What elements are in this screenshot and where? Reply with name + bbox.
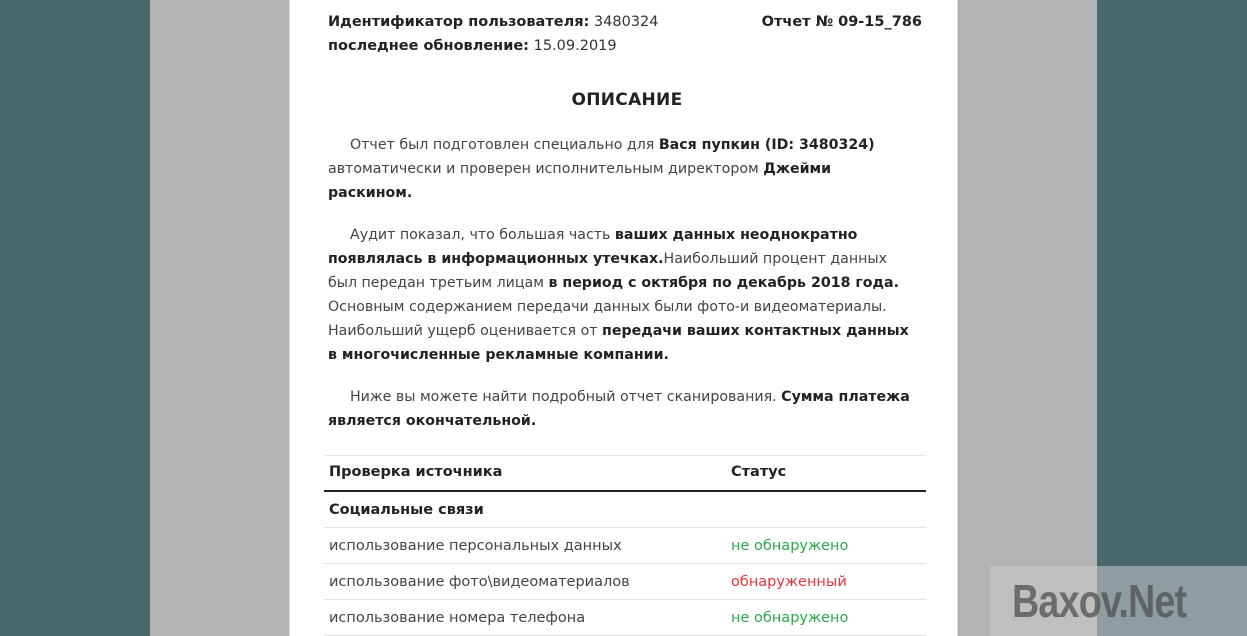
column-header-source: Проверка источника [324,456,726,492]
user-id-label: Идентификатор пользователя: [328,14,590,30]
user-id-value: 3480324 [593,14,659,30]
status-cell: не обнаружено [726,528,926,564]
updated-label: последнее обновление: [328,38,529,54]
watermark [990,566,1247,636]
emphasis: Сумма платежа является окончательной. [328,389,910,429]
paragraph-payment [328,385,920,433]
recipient-name: Вася пупкин (ID: 3480324) [658,137,875,153]
source-cell: использование номера телефона [324,600,726,636]
scan-results-table [324,455,926,636]
report-number: Отчет № 09-15_786 [761,14,922,30]
table-header-row [324,456,926,492]
emphasis: ваших данных неоднократно появлялась в информационных утечках. [328,227,858,267]
group-label: Социальные связи [324,491,926,528]
paragraph-audit [328,223,920,367]
report-content [328,0,926,626]
table-row [324,528,926,564]
director-name: Джейми раскином. [328,161,832,201]
report-header [328,0,926,72]
source-cell: использование фото\видеоматериалов [324,564,726,600]
status-cell: не обнаружено [726,600,926,636]
source-cell: использование персональных данных [324,528,726,564]
paragraph-prepared-for [328,133,920,205]
user-id-line [328,14,659,30]
column-header-status: Статус [726,456,926,492]
updated-line [328,38,617,54]
text: Отчет был подготовлен специально для [350,137,659,153]
watermark-text: Baxov.Net [1012,575,1187,627]
emphasis: в период с октября по декабрь 2018 года. [548,275,899,291]
table-group-row [324,491,926,528]
text: Основным содержанием передачи данных были фото-и видеоматериалы. Наибольший ущерб оценивается от [328,299,887,339]
report-page [289,0,958,636]
status-cell: обнаруженный [726,564,926,600]
table-row [324,564,926,600]
updated-value: 15.09.2019 [533,38,617,54]
text: Наибольший процент данных был передан третьим лицам [328,251,887,291]
table-row [324,600,926,636]
emphasis: передачи ваших контактных данных в многочисленные рекламные компании. [328,323,909,363]
text: Аудит показал, что большая часть [350,227,615,243]
text: автоматически и проверен исполнительным директором [328,161,764,177]
text: Ниже вы можете найти подробный отчет сканирования. [350,389,782,405]
section-title: ОПИСАНИЕ [571,90,683,110]
